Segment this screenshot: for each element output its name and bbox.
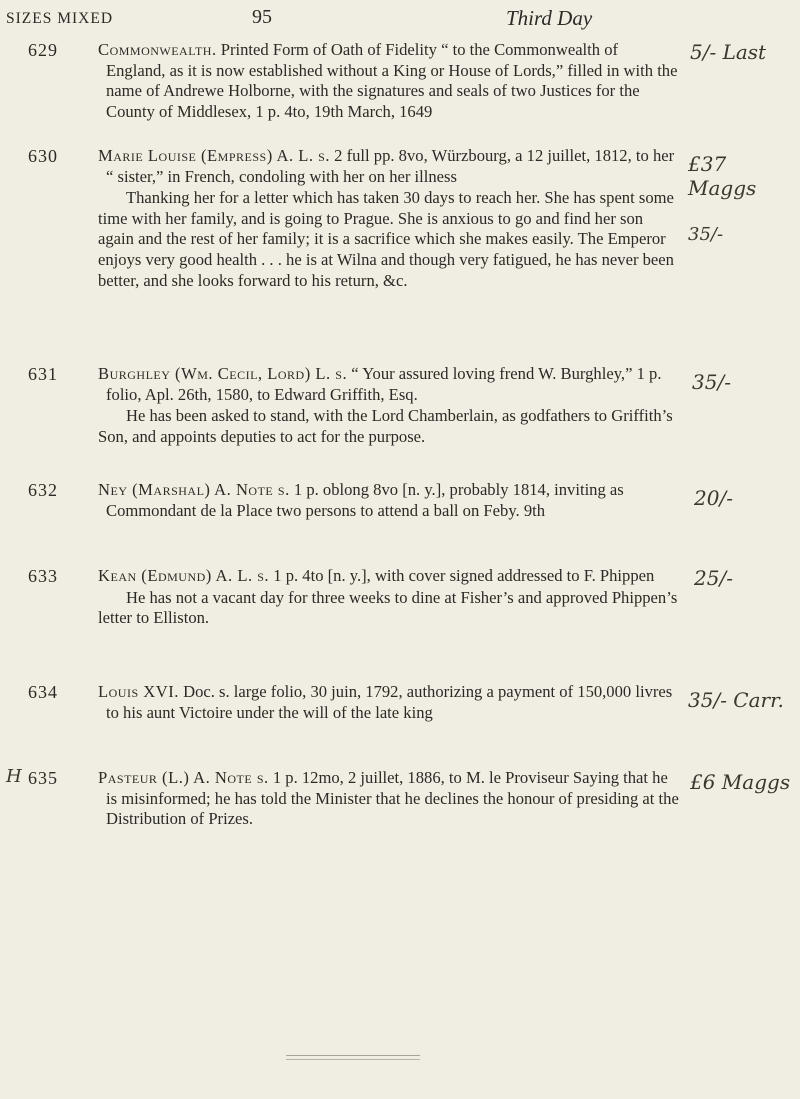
lot-author: Kean (Edmund) A. L. s. — [98, 566, 270, 585]
lot-description — [98, 480, 680, 521]
lot-description — [98, 146, 680, 291]
page-header — [0, 4, 800, 32]
price-annotation: £37 Maggs — [688, 152, 757, 200]
lot-text: “ Your assured loving frend W. Burghley,” 1 p. folio, Apl. 26th, 1580, to Edward Griffith, Esq. — [106, 364, 662, 404]
lot-author: Marie Louise (Empress) A. L. s. — [98, 146, 330, 165]
lot-author: Burghley (Wm. Cecil, Lord) L. s. — [98, 364, 348, 383]
lot-author: Louis XVI. — [98, 682, 179, 701]
lot-number: 630 — [28, 146, 58, 166]
lot-number: 634 — [28, 682, 58, 702]
lot-number: 632 — [28, 480, 58, 500]
lot-description — [98, 40, 680, 122]
price-annotation: 20/- — [694, 486, 733, 510]
price-annotation: £6 Maggs — [690, 770, 791, 794]
price-annotation: 5/- Last — [690, 40, 767, 64]
header-day: Third Day — [506, 6, 593, 30]
price-annotation: 35/- Carr. — [688, 688, 784, 712]
price-annotation: 25/- — [694, 566, 733, 590]
price-annotation-secondary: 35/- — [688, 224, 724, 245]
lot-number: 635 — [28, 768, 58, 788]
lot-text: 2 full pp. 8vo, Würzbourg, a 12 juillet, 1812, to her “ sister,” in French, condoling with her on her illness — [106, 146, 675, 186]
lot-text: Doc. s. large folio, 30 juin, 1792, authorizing a payment of 150,000 livres to his aunt Victoire under the will of the late king — [106, 682, 673, 722]
lot-description — [98, 682, 680, 723]
lot-description — [98, 566, 680, 629]
lot-description — [98, 364, 680, 447]
page-number: 95 — [252, 6, 272, 28]
lot-description — [98, 768, 680, 830]
lot-text: 1 p. oblong 8vo [n. y.], probably 1814, inviting as Commondant de la Place two persons to attend a ball on Feby. 9th — [106, 480, 624, 520]
lot-text: 1 p. 4to [n. y.], with cover signed addressed to F. Phippen — [273, 566, 655, 585]
lot-number: 631 — [28, 364, 58, 384]
margin-mark: H — [6, 766, 22, 787]
header-sizes: SIZES MIXED — [6, 10, 114, 27]
lot-number: 633 — [28, 566, 58, 586]
lot-number: 629 — [28, 40, 58, 60]
lot-note: He has been asked to stand, with the Lord Chamberlain, as godfathers to Griffith’s Son, and appoints deputies to act for the purpose. — [98, 406, 673, 446]
lot-author: Ney (Marshal) A. Note s. — [98, 480, 290, 499]
lot-author: Pasteur (L.) A. Note s. — [98, 768, 269, 787]
ornamental-rule — [286, 1059, 420, 1060]
price-annotation: 35/- — [692, 370, 731, 394]
lot-note: He has not a vacant day for three weeks to dine at Fisher’s and approved Phippen’s letter to Elliston. — [98, 587, 678, 628]
ornamental-rule — [286, 1055, 420, 1056]
lot-note: Thanking her for a letter which has taken 30 days to reach her. She has spent some time with her family, and is going to Prague. She is anxious to go and find her son again and the rest of her family; it is a sacrifice which she makes easily. The Emperor enjoys very good health . . . he is at Wilna and though very fatigued, he has never been better, and she looks forward to his return, &c. — [98, 188, 674, 290]
lot-text: Printed Form of Oath of Fidelity “ to the Commonwealth of England, as it is now established without a King or House of Lords,” filled in with the name of Andrewe Holborne, with the signatures and seals of two Justices for the County of Middlesex, 1 p. 4to, 19th March, 1649 — [106, 40, 678, 121]
lot-text: 1 p. 12mo, 2 juillet, 1886, to M. le Proviseur Saying that he is misinformed; he has told the Minister that he declines the honour of presiding at the Distribution of Prizes. — [106, 768, 679, 829]
lot-author: Commonwealth. — [98, 40, 217, 59]
